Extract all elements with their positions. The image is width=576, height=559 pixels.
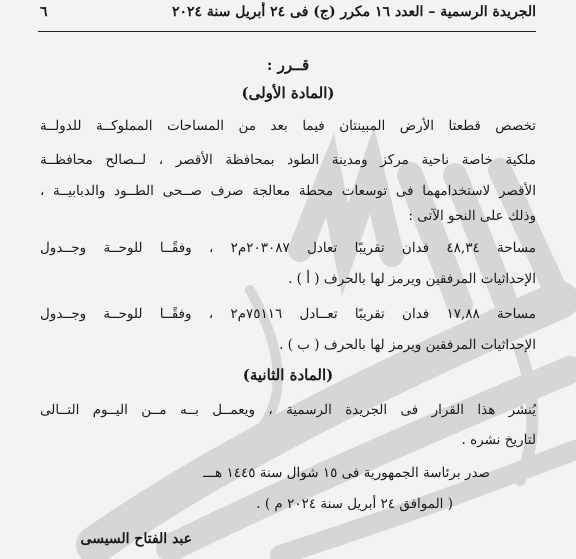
article-2-line: يُنشر هذا القرار فى الجريدة الرسمية ، ويعمــل بــه مــن اليــوم التــالى — [40, 402, 536, 418]
page-header — [40, 4, 536, 26]
article-1-line: ملكية خاصة ناحية مركز ومدينة الطود بمحافظة الأقصر ، لــصالح محافظــة — [40, 152, 536, 168]
article-1-heading: (المادة الأولى) — [241, 84, 335, 102]
issued-date-hijri: صدر برئاسة الجمهورية فى ١٥ شوال سنة ١٤٤٥ هـــ — [203, 465, 490, 481]
article-1-line: الأقصر لاستخدامهما فى توسعات محطة معالجة صرف صــحى الطــود والدبابيــة ، — [40, 183, 536, 199]
parcel-a-area: مساحة ٤٨,٣٤ فدان تقريبًا تعادل ٢٠٣٠٨٧م٢ ، وفقًــا للوحــة وجــدول — [40, 240, 536, 256]
article-1-line: وذلك على النحو الآتى : — [408, 208, 536, 224]
gazette-title: الجريدة الرسمية – العدد ١٦ مكرر (ج) فى ٢٤ أبريل سنة ٢٠٢٤ — [171, 4, 536, 20]
signature-name: عبد الفتاح السيسى — [80, 531, 192, 547]
header-divider — [38, 31, 536, 32]
article-1-line: تخصص قطعتا الأرض المبينتان فيما بعد من المساحات المملوكــة للدولــة — [40, 118, 536, 134]
parcel-b-area: مساحة ١٧,٨٨ فدان تقريبًا تعــادل ٧٥١١٦م٢ ، وفقًــا للوحــة وجــدول — [40, 306, 536, 322]
article-2-heading: (المادة الثانية) — [242, 366, 334, 384]
page-number: ٦ — [40, 4, 48, 20]
issued-date-gregorian: ( الموافق ٢٤ أبريل سنة ٢٠٢٤ م ) . — [256, 496, 453, 512]
decree-title: قــرر : — [266, 56, 310, 74]
article-2-line: لتاريخ نشره . — [461, 432, 536, 448]
parcel-a-reference: الإحداثيات المرفقين ويرمز لها بالحرف ( أ ) . — [288, 271, 536, 287]
parcel-b-reference: الإحداثيات المرفقين ويرمز لها بالحرف ( ب ) . — [279, 337, 536, 353]
